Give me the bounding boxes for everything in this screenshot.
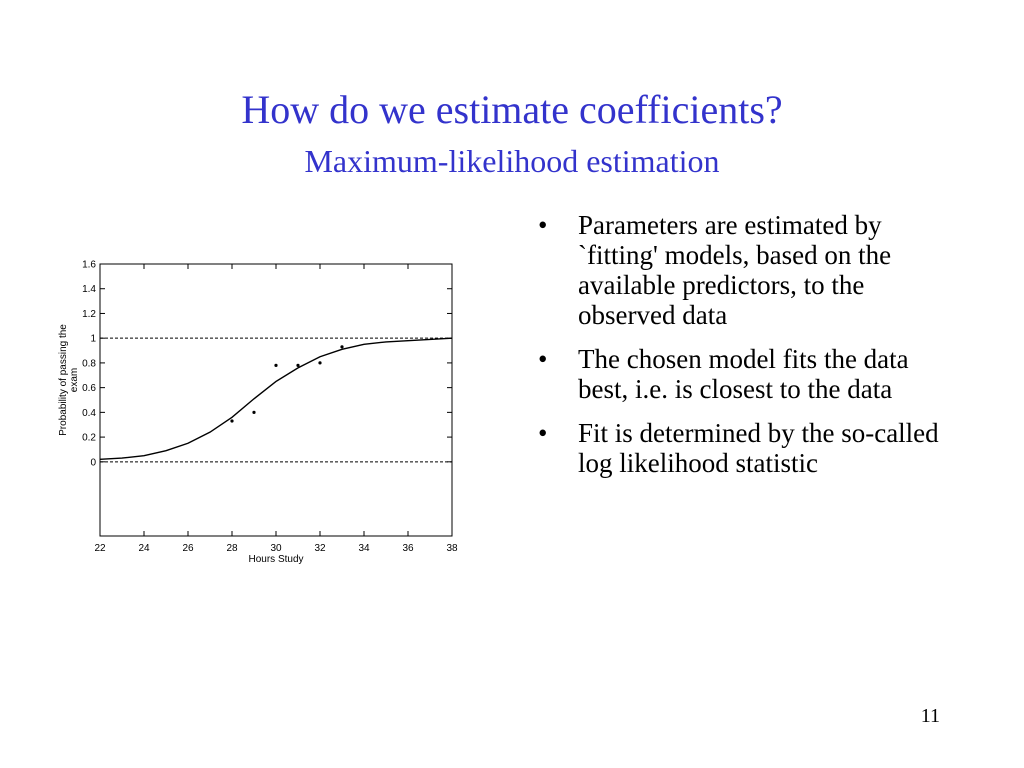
data-point xyxy=(274,364,277,367)
slide-subtitle: Maximum-likelihood estimation xyxy=(304,143,720,179)
x-tick-label: 30 xyxy=(270,543,282,554)
bullet-dot-icon: • xyxy=(538,418,548,448)
x-tick-label: 26 xyxy=(182,543,194,554)
bullet-list xyxy=(536,210,956,492)
y-tick-label: 0.2 xyxy=(82,432,96,444)
data-point xyxy=(318,361,321,364)
x-tick-label: 38 xyxy=(446,543,458,554)
data-point xyxy=(230,419,233,422)
x-tick-label: 32 xyxy=(314,543,326,554)
bullet-item xyxy=(536,210,956,330)
x-tick-label: 28 xyxy=(226,543,238,554)
bullet-dot-icon: • xyxy=(538,210,548,240)
y-tick-label: 0 xyxy=(90,457,96,469)
y-tick-label: 0.8 xyxy=(82,358,96,370)
x-tick-label: 24 xyxy=(138,543,150,554)
y-tick-label: 1 xyxy=(90,333,96,345)
y-tick-label: 1.6 xyxy=(82,259,96,271)
page-number: 11 xyxy=(920,705,940,727)
bullet-dot-icon: • xyxy=(538,344,548,374)
y-axis-label xyxy=(58,324,80,436)
y-tick-label: 0.4 xyxy=(82,407,96,419)
data-point xyxy=(252,411,255,414)
bullet-text: Parameters are estimated by `fitting' models, based on the available predictors, to the observed data xyxy=(578,210,892,330)
x-tick-label: 34 xyxy=(358,543,370,554)
y-axis-label-line: Probability of passing the xyxy=(58,324,69,436)
x-axis-label: Hours Study xyxy=(248,554,304,565)
logistic-curve-chart xyxy=(50,250,470,580)
bullet-text: The chosen model fits the data best, i.e. is closest to the data xyxy=(578,344,909,404)
x-tick-label: 22 xyxy=(94,543,106,554)
y-tick-label: 0.6 xyxy=(82,383,96,395)
bullet-text: Fit is determined by the so-called log likelihood statistic xyxy=(578,418,939,478)
y-axis-label-line: exam xyxy=(69,367,80,393)
y-tick-label: 1.2 xyxy=(82,308,96,320)
x-tick-label: 36 xyxy=(402,543,414,554)
bullet-item xyxy=(536,418,956,478)
data-point xyxy=(296,364,299,367)
y-tick-label: 1.4 xyxy=(82,284,96,296)
data-point xyxy=(340,345,343,348)
plot-frame xyxy=(100,264,452,536)
bullet-item xyxy=(536,344,956,404)
fitted-curve-line xyxy=(100,338,452,459)
slide-title: How do we estimate coefficients? xyxy=(241,87,783,132)
